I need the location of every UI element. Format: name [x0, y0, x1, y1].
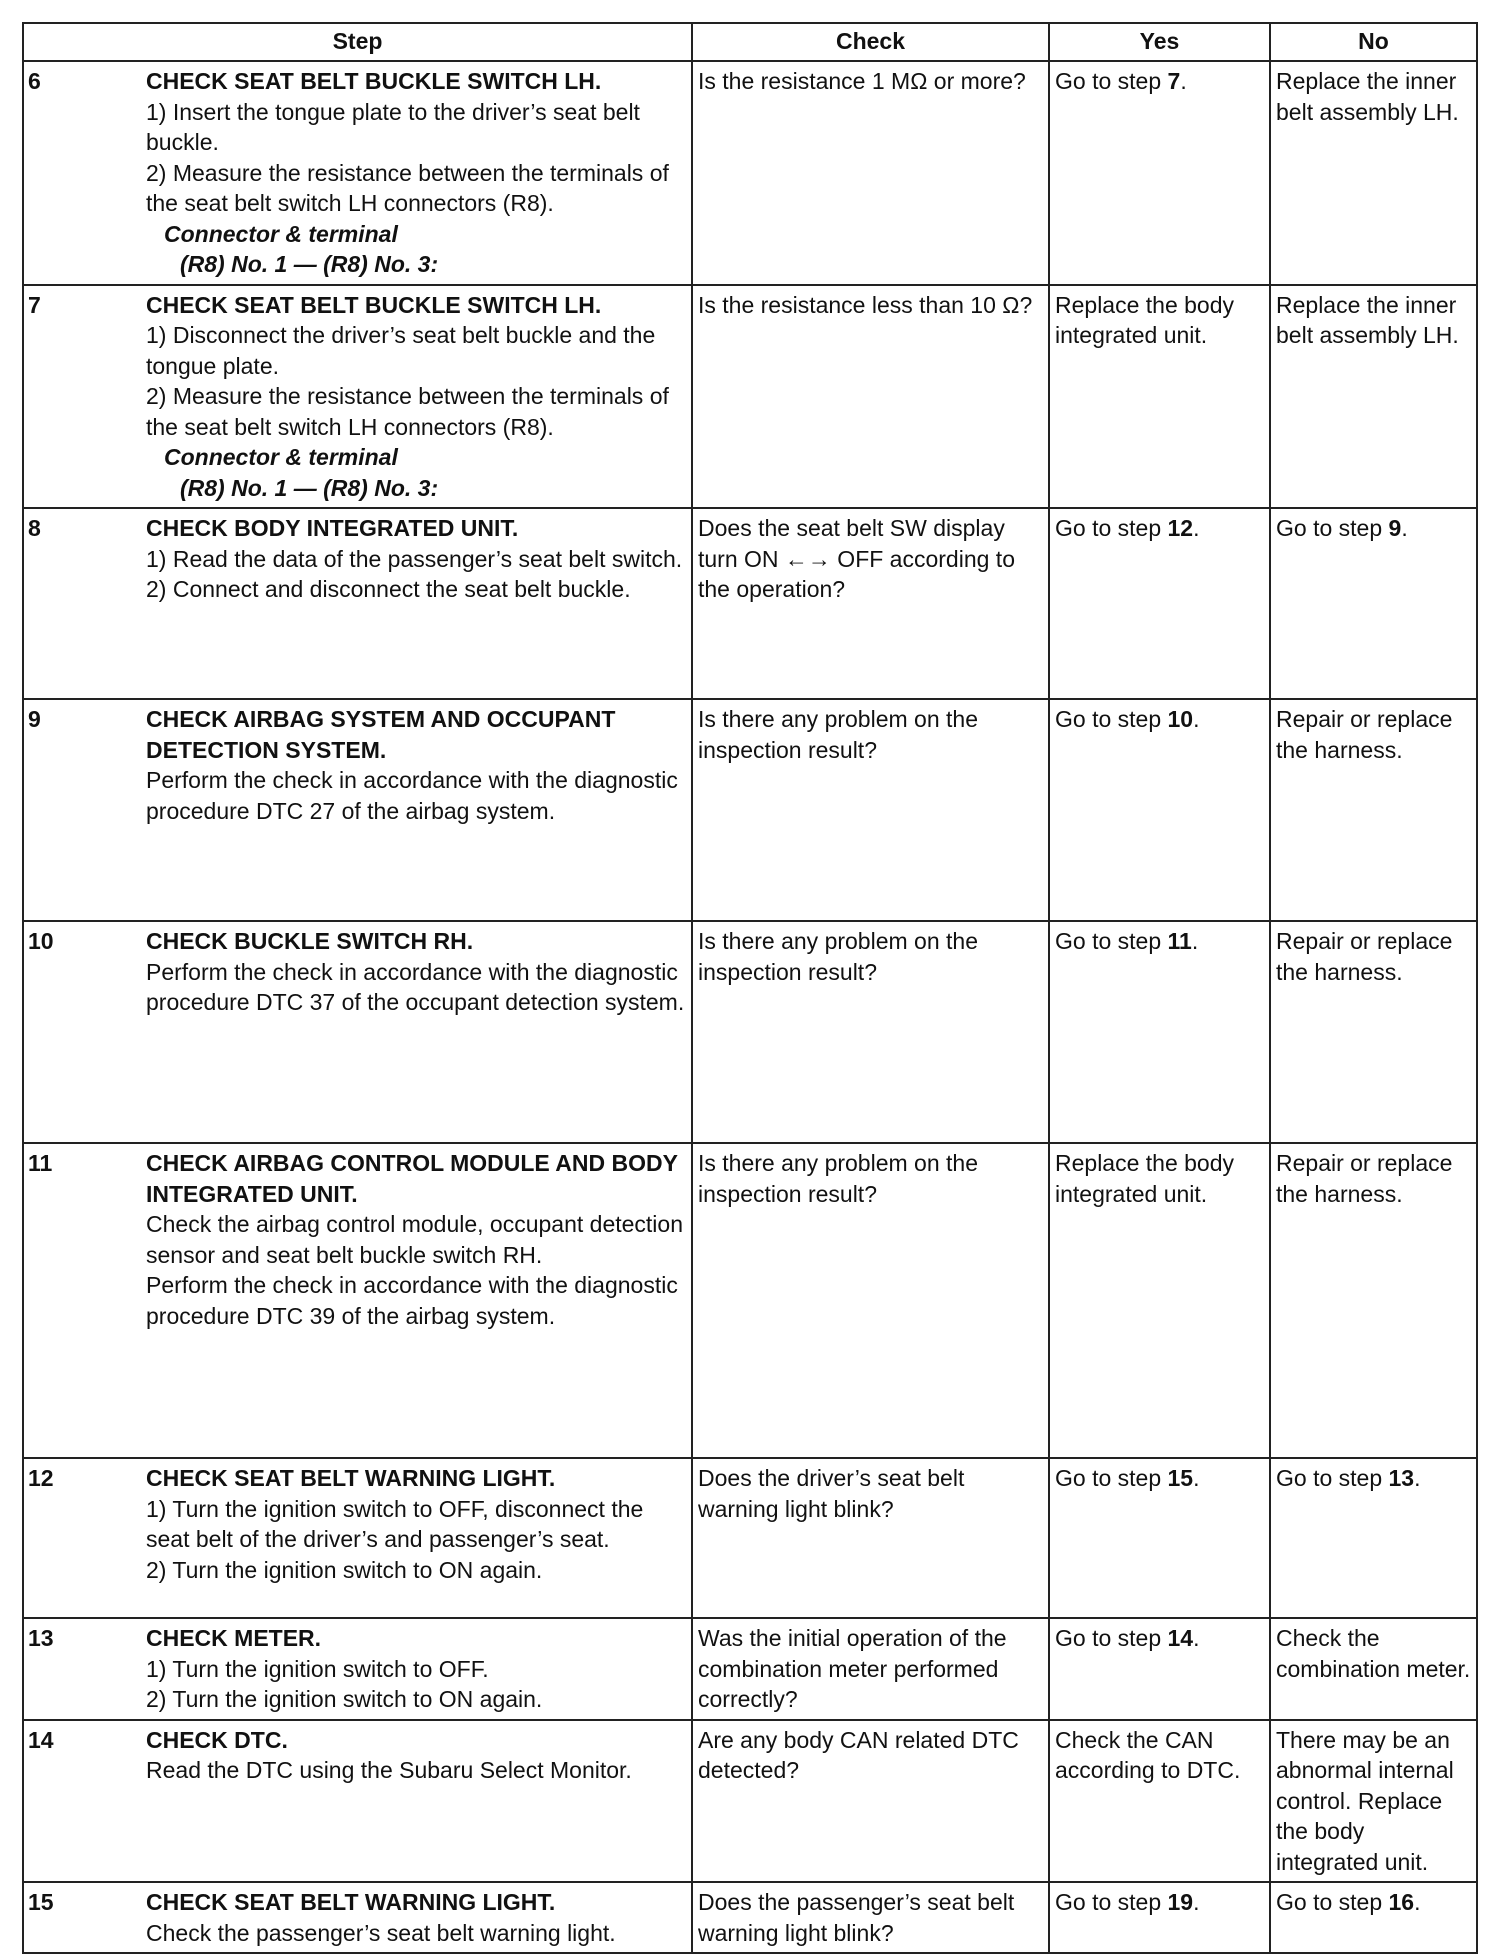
header-yes: Yes — [1049, 23, 1270, 61]
yes-text-end: . — [1193, 1889, 1200, 1915]
check-cell: Is the resistance less than 10 Ω? — [692, 285, 1049, 509]
yes-cell — [1049, 921, 1270, 1143]
no-cell — [1270, 699, 1477, 921]
step-title: CHECK SEAT BELT WARNING LIGHT. — [146, 1465, 556, 1491]
yes-text-end: . — [1193, 1465, 1200, 1491]
yes-text: Go to step — [1055, 68, 1168, 94]
yes-cell — [1049, 1143, 1270, 1458]
step-body — [146, 1725, 686, 1786]
no-text: Repair or replace the harness. — [1276, 706, 1453, 763]
step-body — [146, 926, 686, 1018]
header-check: Check — [692, 23, 1049, 61]
yes-step-link: 7 — [1167, 68, 1181, 94]
check-cell: Was the initial operation of the combination meter performed correctly? — [692, 1618, 1049, 1720]
yes-text: Go to step — [1055, 1889, 1168, 1915]
table-row — [23, 921, 1477, 1143]
table-body — [23, 61, 1477, 1953]
step-instruction: 2) Measure the resistance between the terminals of the seat belt switch LH connectors (R8). — [146, 159, 669, 216]
step-instruction: 1) Turn the ignition switch to OFF. — [146, 1655, 489, 1682]
yes-cell — [1049, 699, 1270, 921]
no-text: Replace the inner belt assembly LH. — [1276, 68, 1459, 125]
check-cell: Does the passenger’s seat belt warning light blink? — [692, 1882, 1049, 1953]
no-step-link: 13 — [1388, 1465, 1415, 1491]
step-title: CHECK AIRBAG CONTROL MODULE AND BODY INTEGRATED UNIT. — [146, 1150, 678, 1207]
step-number: 11 — [28, 1150, 53, 1176]
step-cell — [23, 1618, 692, 1720]
no-cell — [1270, 1143, 1477, 1458]
no-text: Replace the inner belt assembly LH. — [1276, 291, 1459, 348]
table-row — [23, 285, 1477, 509]
table-row — [23, 1458, 1477, 1618]
yes-text: Check the CAN according to DTC. — [1055, 1726, 1241, 1783]
yes-cell — [1049, 1882, 1270, 1953]
step-instruction: 1) Disconnect the driver’s seat belt buckle and the tongue plate. — [146, 322, 656, 379]
no-text: Go to step — [1276, 515, 1389, 541]
yes-step-link: 19 — [1167, 1889, 1194, 1915]
no-text: Go to step — [1276, 1889, 1389, 1915]
no-cell — [1270, 508, 1477, 699]
no-text: Check the combination meter. — [1276, 1625, 1471, 1682]
yes-cell — [1049, 1618, 1270, 1720]
step-body — [146, 513, 686, 605]
yes-text-end: . — [1193, 1625, 1200, 1651]
step-instruction: 1) Insert the tongue plate to the driver’s seat belt buckle. — [146, 98, 640, 155]
step-body — [146, 1623, 686, 1715]
no-step-link: 9 — [1388, 515, 1402, 541]
yes-step-link: 11 — [1167, 928, 1192, 954]
step-instruction: Perform the check in accordance with the diagnostic procedure DTC 39 of the airbag system. — [146, 1272, 678, 1329]
step-cell — [23, 1143, 692, 1458]
yes-step-link: 10 — [1167, 706, 1194, 732]
connector-terminals: (R8) No. 1 — (R8) No. 3: — [180, 251, 439, 277]
yes-cell — [1049, 508, 1270, 699]
no-cell — [1270, 285, 1477, 509]
no-cell — [1270, 921, 1477, 1143]
step-cell — [23, 699, 692, 921]
table-row — [23, 1720, 1477, 1883]
check-cell: Is there any problem on the inspection result? — [692, 699, 1049, 921]
header-row — [23, 23, 1477, 61]
step-body — [146, 1463, 686, 1585]
no-text: Go to step — [1276, 1465, 1389, 1491]
no-cell — [1270, 1882, 1477, 1953]
no-text-end: . — [1401, 515, 1408, 541]
diagnostic-table — [22, 22, 1478, 1954]
step-instruction: 1) Turn the ignition switch to OFF, disconnect the seat belt of the driver’s and passenger’s seat. — [146, 1495, 644, 1552]
connector-label: Connector & terminal — [164, 220, 398, 247]
yes-text: Go to step — [1055, 1625, 1168, 1651]
table-row — [23, 1882, 1477, 1953]
check-cell: Are any body CAN related DTC detected? — [692, 1720, 1049, 1883]
yes-cell — [1049, 61, 1270, 285]
no-cell — [1270, 1618, 1477, 1720]
step-number: 13 — [28, 1625, 54, 1651]
no-cell — [1270, 1720, 1477, 1883]
step-body — [146, 290, 686, 504]
table-row — [23, 1618, 1477, 1720]
step-title: CHECK AIRBAG SYSTEM AND OCCUPANT DETECTION SYSTEM. — [146, 706, 616, 763]
step-instruction: 1) Read the data of the passenger’s seat belt switch. — [146, 545, 683, 572]
yes-text: Replace the body integrated unit. — [1055, 1150, 1235, 1207]
yes-cell — [1049, 1458, 1270, 1618]
step-instruction: 2) Connect and disconnect the seat belt buckle. — [146, 576, 631, 602]
step-body — [146, 66, 686, 280]
step-instruction: 2) Turn the ignition switch to ON again. — [146, 1556, 543, 1583]
table-row — [23, 1143, 1477, 1458]
step-cell — [23, 1882, 692, 1953]
step-title: CHECK SEAT BELT WARNING LIGHT. — [146, 1889, 556, 1915]
yes-text-end: . — [1191, 928, 1199, 954]
step-instruction: Read the DTC using the Subaru Select Monitor. — [146, 1757, 632, 1783]
no-text: Repair or replace the harness. — [1276, 1150, 1453, 1207]
step-cell — [23, 1458, 692, 1618]
table-row — [23, 508, 1477, 699]
step-instruction: Perform the check in accordance with the diagnostic procedure DTC 27 of the airbag system. — [146, 767, 678, 824]
step-body — [146, 1887, 686, 1948]
check-cell: Is the resistance 1 MΩ or more? — [692, 61, 1049, 285]
step-number: 12 — [28, 1465, 54, 1491]
yes-text-end: . — [1180, 68, 1187, 94]
yes-step-link: 12 — [1167, 515, 1194, 541]
check-cell: Does the driver’s seat belt warning light blink? — [692, 1458, 1049, 1618]
step-title: CHECK BODY INTEGRATED UNIT. — [146, 515, 519, 541]
step-cell — [23, 61, 692, 285]
no-cell — [1270, 1458, 1477, 1618]
no-text-end: . — [1414, 1889, 1421, 1915]
no-cell — [1270, 61, 1477, 285]
step-number: 15 — [28, 1889, 54, 1915]
yes-step-link: 14 — [1167, 1625, 1194, 1651]
step-number: 8 — [28, 515, 41, 541]
step-instruction: 2) Measure the resistance between the terminals of the seat belt switch LH connectors (R8). — [146, 383, 669, 440]
step-cell — [23, 921, 692, 1143]
yes-text: Go to step — [1055, 1465, 1168, 1491]
yes-text: Go to step — [1055, 706, 1168, 732]
connector-terminals: (R8) No. 1 — (R8) No. 3: — [180, 474, 439, 501]
yes-text: Go to step — [1055, 515, 1168, 541]
step-number: 7 — [28, 291, 41, 318]
header-step: Step — [23, 23, 692, 61]
step-number: 9 — [28, 706, 41, 732]
step-instruction: Check the airbag control module, occupant detection sensor and seat belt buckle switch RH. — [146, 1211, 683, 1268]
check-cell: Is there any problem on the inspection result? — [692, 921, 1049, 1143]
step-cell — [23, 1720, 692, 1883]
connector-label: Connector & terminal — [164, 444, 398, 470]
yes-text-end: . — [1193, 706, 1200, 732]
check-cell: Does the seat belt SW display turn ON ←→ OFF according to the operation? — [692, 508, 1049, 699]
step-body — [146, 1148, 686, 1331]
step-title: CHECK SEAT BELT BUCKLE SWITCH LH. — [146, 68, 602, 94]
step-title: CHECK METER. — [146, 1625, 322, 1651]
yes-text-end: . — [1193, 515, 1200, 541]
step-instruction: Perform the check in accordance with the diagnostic procedure DTC 37 of the occupant detection system. — [146, 958, 685, 1015]
step-instruction: 2) Turn the ignition switch to ON again. — [146, 1686, 543, 1712]
table-row — [23, 699, 1477, 921]
step-title: CHECK BUCKLE SWITCH RH. — [146, 928, 474, 954]
yes-text: Replace the body integrated unit. — [1055, 291, 1235, 348]
yes-step-link: 15 — [1167, 1465, 1194, 1491]
step-cell — [23, 285, 692, 509]
table-row — [23, 61, 1477, 285]
step-cell — [23, 508, 692, 699]
yes-cell — [1049, 1720, 1270, 1883]
no-text: There may be an abnormal internal control. Replace the body integrated unit. — [1276, 1726, 1454, 1875]
yes-cell — [1049, 285, 1270, 509]
step-instruction: Check the passenger’s seat belt warning light. — [146, 1919, 616, 1946]
no-text: Repair or replace the harness. — [1276, 928, 1453, 985]
step-number: 6 — [28, 68, 41, 94]
step-number: 10 — [28, 928, 54, 954]
yes-text: Go to step — [1055, 928, 1168, 954]
no-step-link: 16 — [1388, 1889, 1415, 1915]
step-title: CHECK DTC. — [146, 1726, 288, 1753]
step-title: CHECK SEAT BELT BUCKLE SWITCH LH. — [146, 291, 602, 318]
step-body — [146, 704, 686, 826]
no-text-end: . — [1414, 1465, 1421, 1491]
header-no: No — [1270, 23, 1477, 61]
step-number: 14 — [28, 1726, 54, 1753]
check-cell: Is there any problem on the inspection result? — [692, 1143, 1049, 1458]
